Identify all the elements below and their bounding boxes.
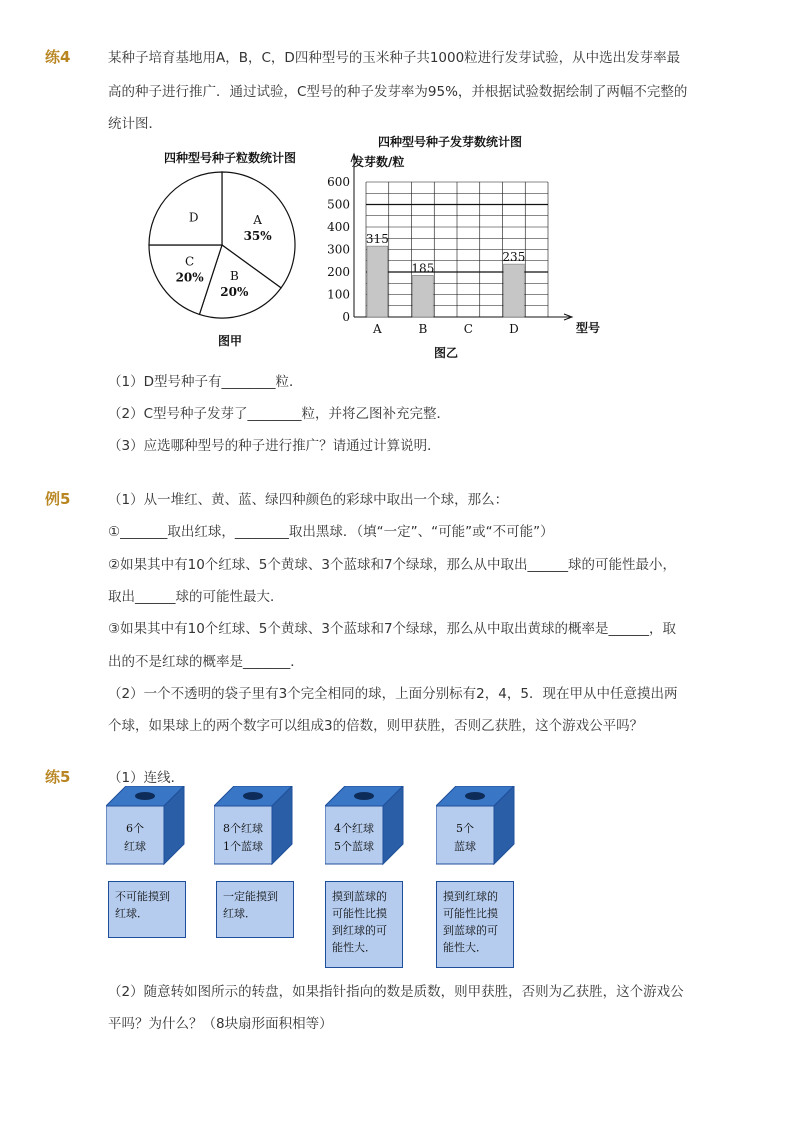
pie-chart-caption: 图甲	[217, 334, 243, 348]
exercise-5-tag: 练5	[45, 768, 71, 786]
ball-box-text-2: 1个蓝球	[223, 840, 263, 853]
ex4-intro-line-1: 某种子培育基地用A，B，C，D四种型号的玉米种子共1000粒进行发芽试验，从中选出发芽率最	[108, 50, 681, 66]
ex4-question-1: （1）D型号种子有________粒．	[108, 374, 303, 390]
bar-chart-title: 四种型号种子发芽数统计图	[377, 135, 523, 149]
pie-label-a: A	[253, 212, 262, 227]
statement-card-4	[436, 881, 514, 968]
pie-percent-c: 20%	[175, 270, 204, 285]
statement-card-text: 一定能摸到 红球．	[223, 890, 278, 920]
ball-box-text-2: 5个蓝球	[334, 840, 374, 853]
bar-chart-ylabel: 发芽数/粒	[352, 155, 405, 169]
ball-box-3	[325, 786, 405, 866]
bar-plot-area	[327, 154, 572, 336]
bar-category-label-c: C	[463, 322, 473, 336]
statement-card-1	[108, 881, 186, 938]
ball-box-2	[214, 786, 294, 866]
lian5-question-2-line-2: 平吗？为什么？（8块扇形面积相等）	[108, 1016, 333, 1032]
bar-y-tick-label: 300	[327, 242, 350, 257]
bar-y-tick-label: 200	[327, 265, 350, 279]
ex5-line-3: ②如果其中有10个红球、5个黄球、3个蓝球和7个绿球，那么从中取出______球的可能性最小，	[108, 557, 677, 573]
ex5-line-1: （1）从一堆红、黄、蓝、绿四种颜色的彩球中取出一个球，那么：	[108, 492, 509, 508]
ex4-question-3: （3）应选哪种型号的种子进行推广？请通过计算说明．	[108, 438, 441, 454]
ball-box-text-1: 6个	[126, 822, 144, 835]
ex5-line-5: ③如果其中有10个红球、5个黄球、3个蓝球和7个绿球，那么从中取出黄球的概率是______，取	[108, 621, 677, 637]
statement-card-3	[325, 881, 403, 968]
ex4-question-2: （2）C型号种子发芽了________粒，并将乙图补充完整．	[108, 406, 451, 422]
bar-b	[413, 275, 434, 317]
ball-box-text-1: 5个	[456, 822, 474, 835]
ball-box-1	[106, 786, 186, 866]
bar-chart	[318, 132, 618, 364]
lian5-question-1: （1）连线．	[108, 770, 185, 786]
ex4-intro-line-3: 统计图．	[108, 116, 162, 132]
ex5-line-6: 出的不是红球的概率是_______．	[108, 654, 304, 670]
ex5-line-2: ①_______取出红球，________取出黑球．（填“一定”、“可能”或“不可能”）	[108, 524, 554, 540]
pie-percent-a: 35%	[243, 228, 272, 243]
example-5-tag: 例5	[45, 490, 71, 508]
bar-a	[367, 246, 388, 317]
bar-y-tick-label: 400	[327, 220, 350, 234]
ball-box-4	[436, 786, 516, 866]
statement-card-2	[216, 881, 294, 938]
pie-slices	[149, 172, 295, 318]
pie-chart-title: 四种型号种子粒数统计图	[163, 151, 297, 165]
bar-category-label-b: B	[418, 322, 428, 336]
ball-box-text-2: 红球	[124, 840, 146, 853]
statement-card-text: 摸到红球的 可能性比摸 到蓝球的可 能性大．	[443, 890, 498, 954]
ex5-line-8: 个球，如果球上的两个数字可以组成3的倍数，则甲获胜，否则乙获胜，这个游戏公平吗？	[108, 718, 644, 734]
bar-d	[504, 264, 525, 317]
bar-y-tick-label: 100	[327, 287, 350, 302]
bar-chart-xlabel: 型号	[576, 321, 601, 335]
statement-card-text: 摸到蓝球的 可能性比摸 到红球的可 能性大．	[332, 890, 387, 954]
pie-label-d: D	[188, 210, 199, 225]
bar-value-label-a: 315	[365, 232, 389, 247]
lian5-question-2-line-1: （2）随意转如图所示的转盘，如果指针指向的数是质数，则甲获胜，否则为乙获胜，这个游戏公	[108, 984, 684, 1000]
pie-percent-b: 20%	[220, 285, 249, 300]
bar-value-label-b: 185	[411, 261, 435, 276]
pie-label-c: C	[185, 254, 195, 269]
bar-chart-caption: 图乙	[433, 346, 459, 360]
ball-box-text-2: 蓝球	[454, 840, 476, 853]
bar-category-label-d: D	[509, 322, 519, 336]
pie-slice-d	[149, 172, 222, 245]
exercise-4-tag: 练4	[45, 48, 71, 66]
ball-box-text-1: 4个红球	[334, 822, 374, 835]
pie-label-b: B	[229, 269, 239, 284]
bar-value-label-d: 235	[502, 250, 526, 265]
ball-box-text-1: 8个红球	[223, 822, 263, 835]
ex5-line-4: 取出______球的可能性最大．	[108, 589, 284, 605]
bar-y-tick-label: 500	[327, 197, 350, 212]
pie-chart	[140, 140, 320, 355]
bar-category-label-a: A	[373, 322, 382, 336]
bar-y-tick-label: 600	[327, 175, 350, 189]
ex4-intro-line-2: 高的种子进行推广．通过试验，C型号的种子发芽率为95%，并根据试验数据绘制了两幅不完整的	[108, 84, 688, 100]
statement-card-text: 不可能摸到 红球．	[115, 890, 170, 920]
bar-y-tick-label: 0	[342, 310, 350, 324]
ex5-line-7: （2）一个不透明的袋子里有3个完全相同的球，上面分别标有2，4，5．现在甲从中任意摸出两	[108, 686, 678, 702]
